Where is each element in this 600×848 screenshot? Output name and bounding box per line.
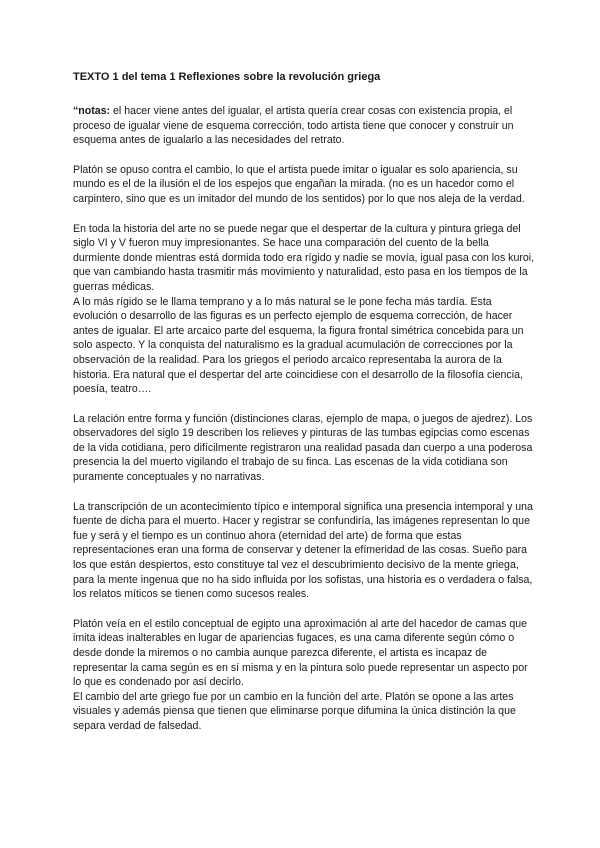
paragraph-gap xyxy=(73,397,535,412)
paragraph-historia-arte: En toda la historia del arte no se puede negar que el despertar de la cultura y pintura griega del siglo VI y V fueron muy impresionantes. Se hace una comparación del cuento de la bella durmiente donde mientras está dormida todo era rígido y nadie se movía, igual pasa con los kuroi, que van cambiando hasta trasmitir más movimiento y naturalidad, esto pasa en los tiempos de la guerras médicas. xyxy=(73,222,535,293)
paragraph-gap xyxy=(73,207,535,222)
paragraph-platon-egipto: Platón veía en el estilo conceptual de egipto una aproximación al arte del hacedor de camas que imita ideas inalterables en lugar de apariencias fugaces, es una cama diferente según cómo o desde donde la miremos o no cambia aunque parezca diferente, el artista es incapaz de representar la cama según es en sí misma y en la pintura solo puede representar un aspecto por lo que es condenado por así decirlo. xyxy=(73,617,528,689)
paragraph-forma-funcion: La relación entre forma y función (distinciones claras, ejemplo de mapa, o juegos de ajedrez). Los observadores del siglo 19 describen los relieves y pinturas de las tumbas egipcias como escenas de la vida cotidiana, pero difícilmente registraron una realidad pasada dan cuerpo a una poderosa presencia la del muerto vigilando el trabajo de su finca. Las escenas de la vida cotidiana son puramente conceptuales y no narrativas. xyxy=(73,412,533,484)
paragraph-gap xyxy=(73,485,535,500)
paragraph-cambio-arte-griego: El cambio del arte griego fue por un cambio en la función del arte. Platón se opone a las artes visuales y además piensa que tienen que eliminarse porque difumina la única distinción la que separa verdad de falsedad. xyxy=(73,690,516,732)
document-body xyxy=(73,70,535,734)
paragraph-gap xyxy=(73,148,535,163)
paragraph-transcripcion: La transcripción de un acontecimiento típico e intemporal significa una presencia intemporal y una fuente de dicha para el muerto. Hacer y registrar se confundiría, las imágenes representan lo que fue y será y el tiempo es un continuo ahora (eternidad del arte) de forma que estas representaciones eran una forma de conservar y detener la efímeridad de las cosas. Sueño para los que están despiertos, esto constituye tal vez el descubrimiento decisivo de la mente griega, para la mente ingenua que no ha sido influida por los sofistas, una historia es o verdadera o falsa, los relatos míticos se tienen como sucesos reales. xyxy=(73,500,533,601)
notes-paragraph xyxy=(73,104,535,148)
paragraph-gap xyxy=(73,602,535,617)
paragraph-platon-cambio: Platón se opuso contra el cambio, lo que el artista puede imitar o igualar es solo apariencia, su mundo es el de la ilusión el de los espejos que engañan la mirada. (no es un hacedor como el carpintero, sino que es un imitador del mundo de los sentidos) por lo que nos aleja de la verdad. xyxy=(73,163,525,205)
paragraph-rigido-temprano: A lo más rígido se le llama temprano y a lo más natural se le pone fecha más tardía. Esta evolución o desarrollo de las figuras es un perfecto ejemplo de esquema corrección, de hacer antes de igualar. El arte arcaico parte del esquema, la figura frontal simétrica concebida para un solo aspecto. Y la conquista del naturalismo es la gradual acumulación de correcciones por la observación de la realidad. Para los griegos el periodo arcaico representaba la aurora de la historia. Era natural que el despertar del arte coincidiese con el desarrollo de la filosofía ciencia, poesía, teatro…. xyxy=(73,295,524,396)
notes-text: el hacer viene antes del igualar, el artista quería crear cosas con existencia propia, el proceso de igualar viene de esquema corrección, todo artista tiene que conocer y construir un esquema antes de igualarlo a las necesidades del retrato. xyxy=(73,105,514,147)
document-title: TEXTO 1 del tema 1 Reflexiones sobre la revolución griega xyxy=(73,71,381,83)
notes-label: “notas: xyxy=(73,105,111,117)
